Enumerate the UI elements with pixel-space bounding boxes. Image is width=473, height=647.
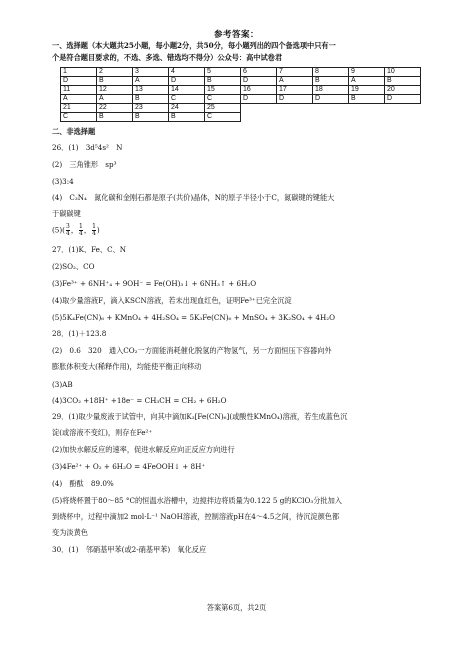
table-cell: 16 [241, 86, 277, 95]
page-footer: 答案第6页，共2页 [206, 603, 267, 612]
table-cell: 15 [205, 86, 241, 95]
q26-5-prefix: (5)( [52, 225, 65, 235]
q26-3: (3)3:4 [52, 177, 74, 186]
table-cell: D [169, 77, 205, 86]
fraction: $\frac{3}{4}$ [66, 223, 70, 237]
q27-5: (5)5K₄Fe(CN)₆ + KMnO₄ + 4H₂SO₄ = 5K₃Fe(CN)₆ + MnSO₄ + 3K₂SO₄ + 4H₂O [52, 313, 336, 322]
table-cell: 8 [313, 68, 349, 77]
table-cell: 10 [385, 68, 421, 77]
table-cell: A [349, 77, 385, 86]
table-cell: B [97, 113, 133, 122]
table-cell: 6 [241, 68, 277, 77]
q28-2b: 膨胀体积变大(稀释作用)，均能使平衡正向移动 [52, 362, 202, 371]
table-cell: 5 [205, 68, 241, 77]
table-cell: D [385, 95, 421, 104]
q29-1b: 淀(或溶液不变红)，则存在Fe²⁺ [52, 428, 153, 437]
fraction: $\frac{1}{4}$ [79, 223, 83, 237]
table-cell: 19 [349, 86, 385, 95]
table-cell: 18 [313, 86, 349, 95]
table-cell: 11 [61, 86, 97, 95]
q26-1: 26．(1) 3d⁵4s² N [52, 143, 123, 152]
q30-1: 30．(1) 邻硝基甲苯(或2-硝基甲苯) 氧化反应 [52, 545, 207, 554]
table-row [61, 95, 421, 104]
table-cell: 2 [97, 68, 133, 77]
q28-4: (4)3CO₂ +18H⁺ +18e⁻ = CH₃CH = CH₂ + 6H₂O [52, 396, 227, 405]
q28-1: 28．(1)＋123.8 [52, 329, 107, 338]
table-cell: A [133, 77, 169, 86]
table-cell: 14 [169, 86, 205, 95]
q26-4b: 于碳碳键 [52, 209, 81, 218]
q28-2a: (2) 0.6 320 通入CO₂一方面能消耗催化脱氢的产物氢气，另一方面恒压下容器向外 [52, 346, 332, 355]
table-empty [241, 104, 421, 113]
table-row [61, 113, 421, 122]
table-cell: A [277, 77, 313, 86]
q27-1: 27．(1)K、Fe、C、N [52, 245, 127, 254]
table-cell: B [313, 77, 349, 86]
q29-5b: 到烧杯中，过程中滴加2 mol·L⁻¹ NaOH溶液，控制溶液pH在4～4.5之间，待沉淀颜色都 [52, 512, 340, 521]
table-cell: 12 [97, 86, 133, 95]
q27-2: (2)SO₂、CO [52, 262, 95, 271]
table-cell: B [349, 95, 385, 104]
table-cell: B [133, 95, 169, 104]
table-row [61, 86, 421, 95]
table-empty [241, 113, 421, 122]
q27-4: (4)取少量溶液F，滴入KSCN溶液，若未出现血红色，证明Fe³⁺已完全沉淀 [52, 296, 292, 305]
table-cell: 3 [133, 68, 169, 77]
table-cell: 13 [133, 86, 169, 95]
q29-5a: (5)将烧杯置于80～85 °C的恒温水浴槽中，边搅拌边将质量为0.122 5 g的KClO₃分批加入 [52, 496, 342, 505]
table-cell: 17 [277, 86, 313, 95]
q26-5: (5)( $\frac{3}{4}$ ， $\frac{1}{4}$ ， $\frac{1}{4}$ ) [52, 223, 100, 237]
table-cell: D [277, 95, 313, 104]
table-cell: 25 [205, 104, 241, 113]
table-cell: B [97, 77, 133, 86]
q27-3: (3)Fe³⁺ + 6NH⁺₄ + 9OH⁻ = Fe(OH)₃↓ + 6NH₃↑ + 6H₂O [52, 279, 257, 288]
table-cell: B [385, 77, 421, 86]
q26-2: (2) 三角锥形 sp³ [52, 160, 117, 169]
table-cell: D [241, 77, 277, 86]
section1-heading-line2: 个是符合题目要求的，不选、多选、错选均不得分）公众号：高中试卷君 [52, 53, 283, 62]
table-cell: 9 [349, 68, 385, 77]
table-cell: 24 [169, 104, 205, 113]
section2-heading: 二、非选择题 [52, 127, 96, 136]
table-cell: C [205, 95, 241, 104]
table-cell: 1 [61, 68, 97, 77]
q29-1a: 29．(1)取少量废液于试管中，向其中滴加K₃[Fe(CN)₆](或酸性KMnO₄)溶液，若生成蓝色沉 [52, 412, 348, 421]
table-cell: 22 [97, 104, 133, 113]
table-cell: D [313, 95, 349, 104]
table-cell: C [169, 95, 205, 104]
q29-2: (2)加快水解反应的速率，促进水解反应向正反应方向进行 [52, 445, 235, 454]
table-cell: B [169, 113, 205, 122]
table-cell: 20 [385, 86, 421, 95]
fraction: $\frac{1}{4}$ [92, 223, 96, 237]
table-cell: B [133, 113, 169, 122]
table-cell: D [61, 77, 97, 86]
table-cell: C [61, 113, 97, 122]
q29-5c: 变为淡黄色 [52, 528, 88, 537]
q28-3: (3)AB [52, 380, 73, 389]
table-cell: A [97, 95, 133, 104]
page-title: 参考答案： [213, 30, 259, 40]
table-row [61, 104, 421, 113]
table-cell: 23 [133, 104, 169, 113]
table-cell: A [61, 95, 97, 104]
table-cell: C [205, 113, 241, 122]
table-row [61, 68, 421, 77]
q26-4a: (4) C₃N₄ 氮化碳和金刚石都是原子(共价)晶体，N的原子半径小于C，氮碳键的键能大 [52, 193, 335, 202]
answer-table [60, 67, 421, 122]
table-cell: B [205, 77, 241, 86]
table-cell: 4 [169, 68, 205, 77]
q29-3: (3)4Fe²⁺ + O₂ + 6H₂O = 4FeOOH↓ + 8H⁺ [52, 462, 206, 471]
table-cell: 7 [277, 68, 313, 77]
q29-4: (4) 酚酞 89.0% [52, 479, 114, 488]
table-row [61, 77, 421, 86]
table-cell: D [241, 95, 277, 104]
table-cell: 21 [61, 104, 97, 113]
section1-heading-line1: 一、选择题（本大题共25小题，每小题2分，共50分，每小题列出的四个备选项中只有一 [52, 41, 336, 50]
